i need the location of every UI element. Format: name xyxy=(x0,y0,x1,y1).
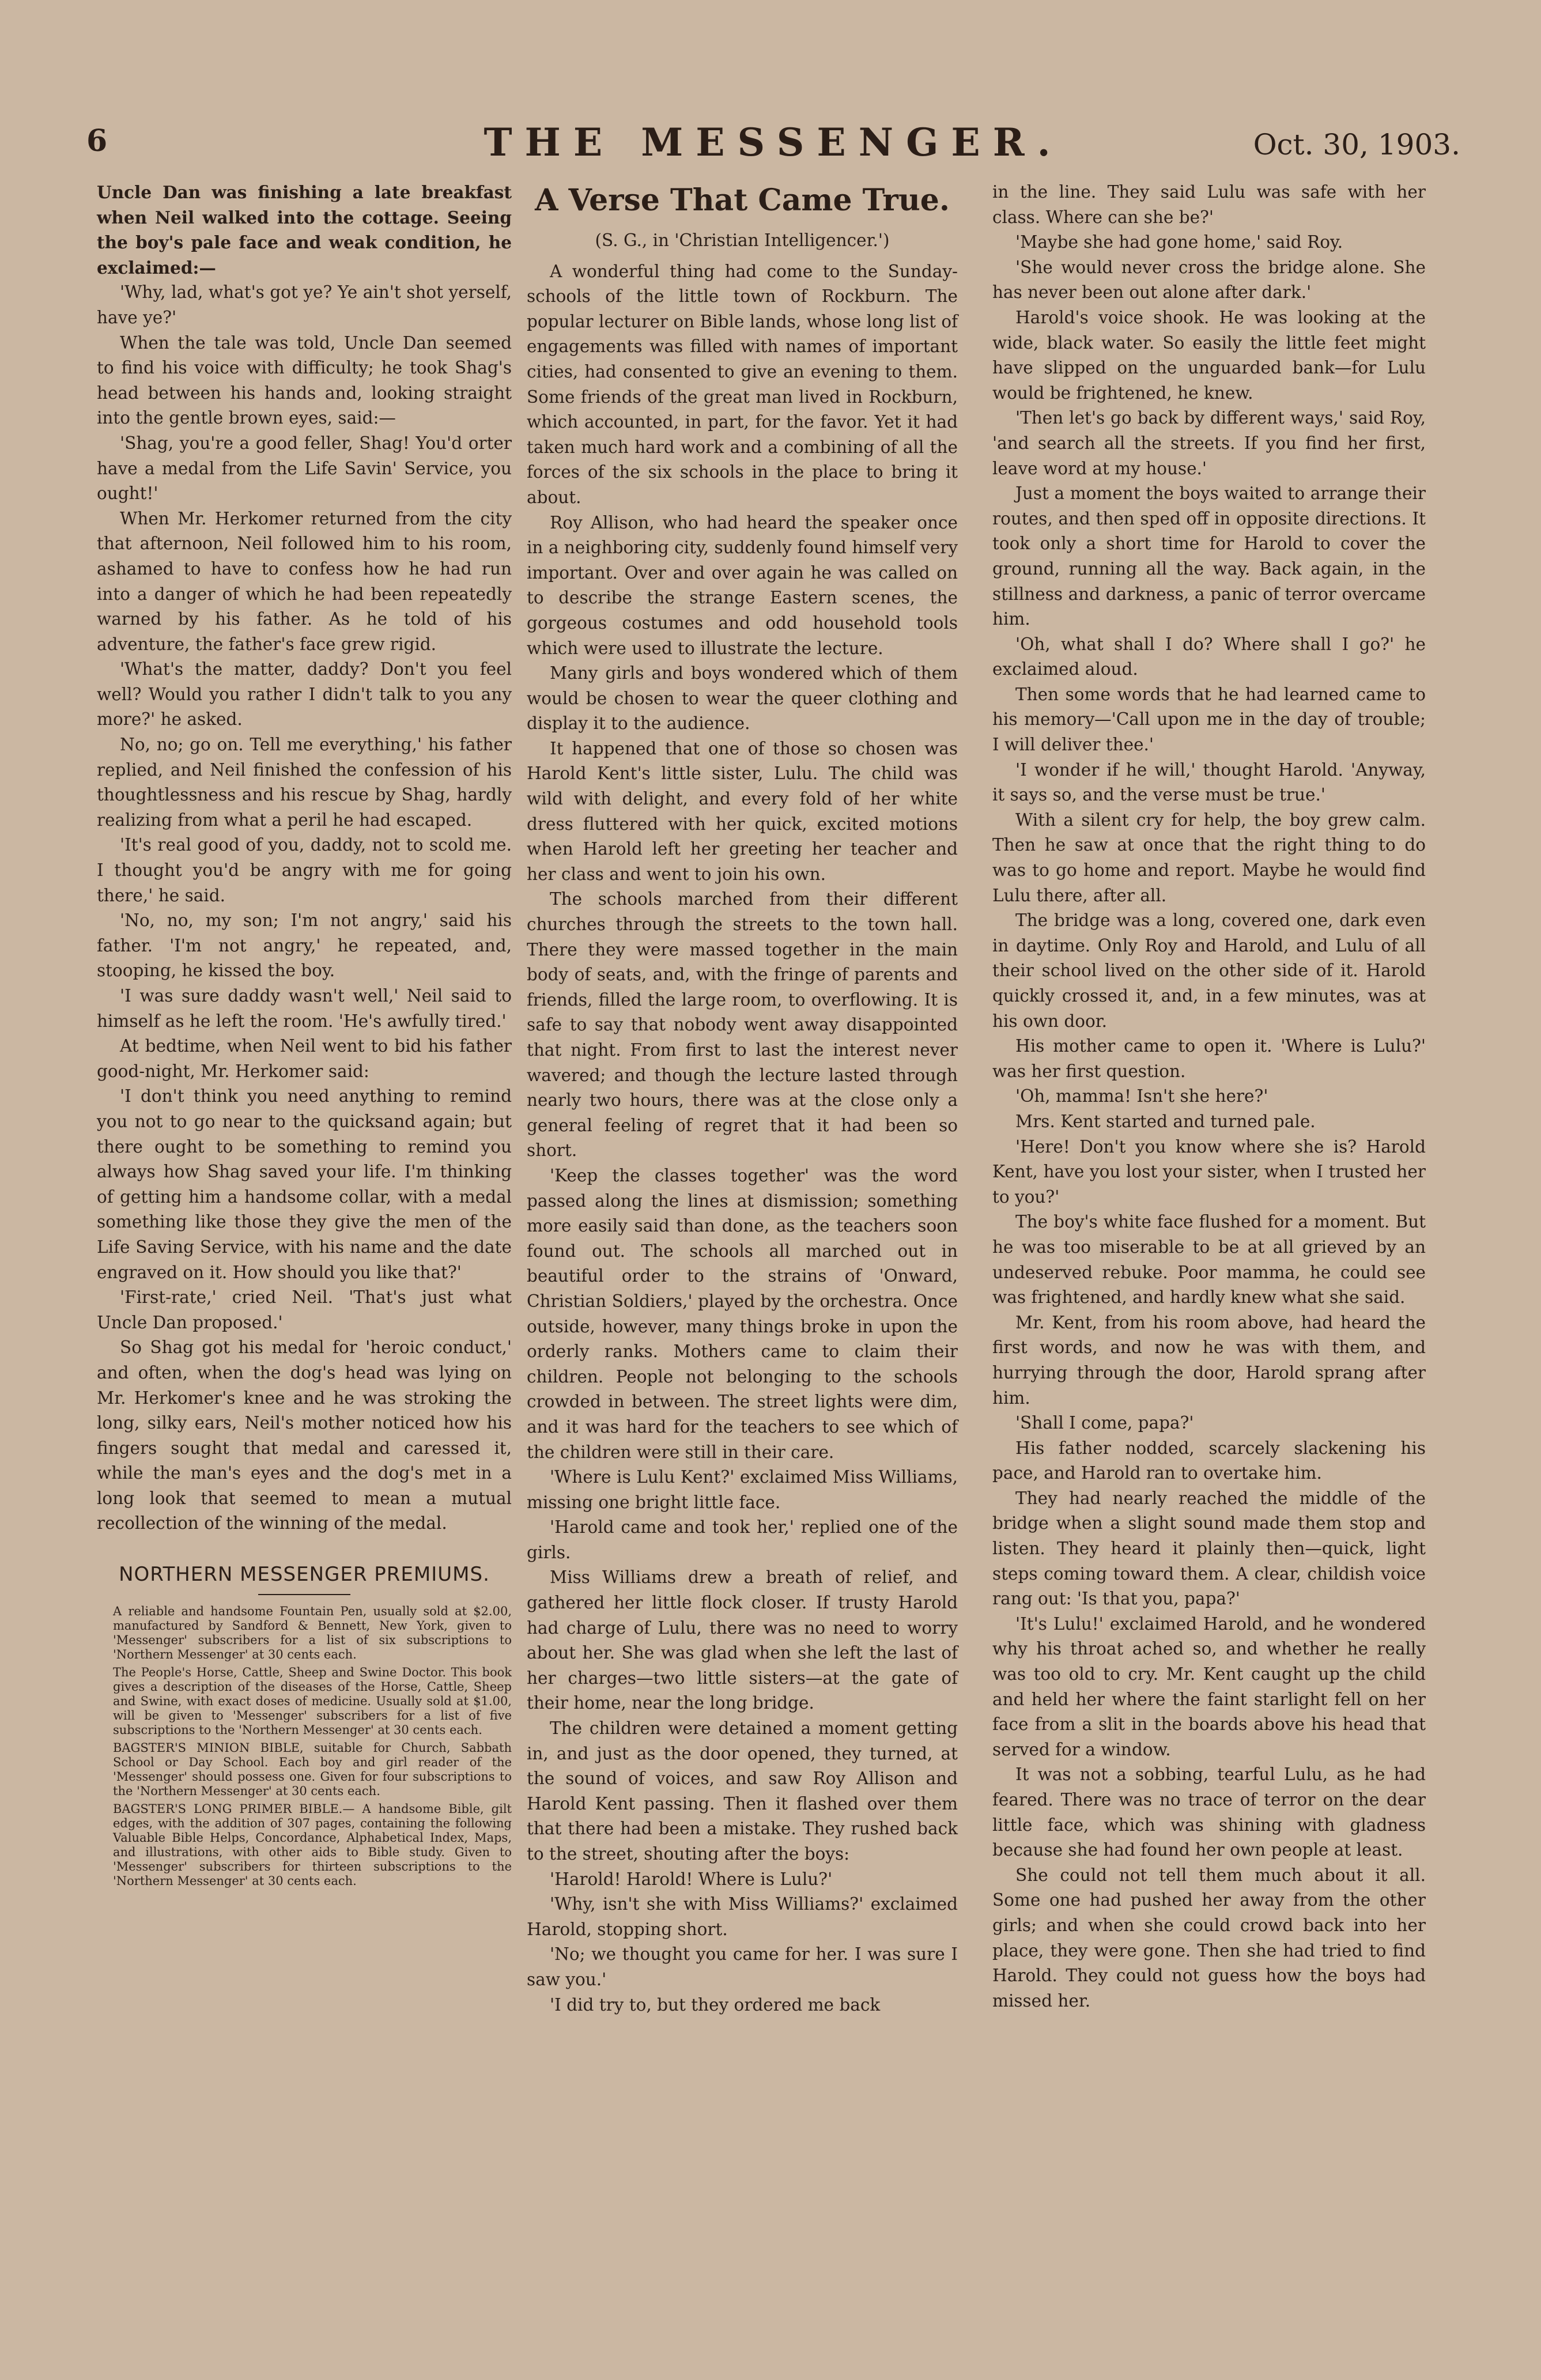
paragraph: The children were detained a moment getting in, and just as the door opened, they turned, at the sound of voices, and saw Roy Allison and Harold Kent passing. Then it flashed over them that there had been a mistake. They rushed back to the street, shouting after the boys: xyxy=(527,1718,958,1864)
paragraph: 'It's Lulu!' exclaimed Harold, and he wondered why his throat ached so, and whether he really was too old to cry. Mr. Kent caught up the child and held her where the faint starlight fell on her face from a slit in the boards above his head that served for a window. xyxy=(992,1614,1426,1759)
paragraph: 'It's real good of you, daddy, not to scold me. I thought you'd be angry with me for going there,' he said. xyxy=(97,835,512,905)
paragraph: 'Keep the classes together' was the word passed along the lines at dismission; something more easily said than done, as the teachers soon found out. The schools all marched out in beautiful order to the strains of 'Onward, Christian Soldiers,' played by the orchestra. Once outside, however, many things broke in upon the orderly ranks. Mothers came to claim their children. People not belonging to the schools crowded in between. The street lights were dim, and it was hard for the teachers to see which of the children were still in their care. xyxy=(527,1165,958,1462)
premium-item: BAGSTER'S LONG PRIMER BIBLE.— A handsome Bible, gilt edges, with the addition of 307 pages, containing the following Valuable Bible Helps, Concordance, Alphabetical Index, Maps, and illustrations, with other aids to Bible study. Given to 'Messenger' subscribers for thirteen subscriptions to the 'Northern Messenger' at 30 cents each. xyxy=(113,1802,512,1888)
paragraph: 'I wonder if he will,' thought Harold. 'Anyway, it says so, and the verse must be true.' xyxy=(992,760,1426,805)
paragraph: 'Why, isn't she with Miss Williams?' exclaimed Harold, stopping short. xyxy=(527,1894,958,1939)
masthead: THE MESSENGER. xyxy=(484,120,1063,165)
paragraph: 'Where is Lulu Kent?' exclaimed Miss Williams, missing one bright little face. xyxy=(527,1467,958,1512)
paragraph: 'No, no, my son; I'm not angry,' said his father. 'I'm not angry,' he repeated, and, stooping, he kissed the boy. xyxy=(97,911,512,981)
paragraph: At bedtime, when Neil went to bid his father good-night, Mr. Herkomer said: xyxy=(97,1036,512,1081)
paragraph: 'No; we thought you came for her. I was sure I saw you.' xyxy=(527,1944,958,1989)
paragraph: The bridge was a long, covered one, dark even in daytime. Only Roy and Harold, and Lulu of all their school lived on the other side of it. Harold quickly crossed it, and, in a few minutes, was at his own door. xyxy=(992,911,1426,1031)
paragraph: With a silent cry for help, the boy grew calm. Then he saw at once that the right thing to do was to go home and report. Maybe he would find Lulu there, after all. xyxy=(992,810,1426,905)
paragraph: 'I did try to, but they ordered me back xyxy=(550,1994,881,2015)
paragraph: When Mr. Herkomer returned from the city that afternoon, Neil followed him to his room, ashamed to have to confess how he had run into a danger of which he had been repeatedly warned by his father. As he told of his adventure, the father's face grew rigid. xyxy=(97,508,512,654)
story-title: A Verse That Came True. xyxy=(535,183,950,218)
paragraph: 'Oh, what shall I do? Where shall I go?' he exclaimed aloud. xyxy=(992,634,1426,679)
paragraph: It happened that one of those so chosen was Harold Kent's little sister, Lulu. The child was wild with delight, and every fold of her white dress fluttered with her quick, excited motions when Harold left her greeting her teacher and her class and went to join his own. xyxy=(527,738,958,884)
issue-date: Oct. 30, 1903. xyxy=(1253,128,1460,161)
paragraph: 'First-rate,' cried Neil. 'That's just what Uncle Dan proposed.' xyxy=(97,1287,512,1332)
story-continuation xyxy=(97,180,512,1536)
divider xyxy=(258,1594,350,1595)
paragraph: Just a moment the boys waited to arrange their routes, and then sped off in opposite directions. It took only a short time for Harold to cover the ground, running all the way. Back again, in the stillness and darkness, a panic of terror overcame him. xyxy=(992,483,1426,629)
paragraph: 'Shag, you're a good feller, Shag! You'd orter have a medal from the Life Savin' Service, you ought!' xyxy=(97,433,512,504)
paragraph: A wonderful thing had come to the Sunday-schools of the little town of Rockburn. The popular lecturer on Bible lands, whose long list of engagements was filled with names of important cities, had consented to give an evening to them. Some friends of the great man lived in Rockburn, which accounted, in part, for the favor. Yet it had taken much hard work and a combining of all the forces of the six schools in the place to bring it about. xyxy=(527,261,958,507)
paragraph: Mrs. Kent started and turned pale. xyxy=(1015,1111,1316,1131)
paragraph: It was not a sobbing, tearful Lulu, as he had feared. There was no trace of terror on the dear little face, which was shining with gladness because she had found her own people at least. xyxy=(992,1765,1426,1860)
column-2 xyxy=(527,180,958,2018)
paragraph: 'I was sure daddy wasn't well,' Neil said to himself as he left the room. 'He's awfully tired.' xyxy=(97,986,512,1031)
paragraph: 'Then let's go back by different ways,' said Roy, 'and search all the streets. If you find her first, leave word at my house.' xyxy=(992,408,1426,478)
paragraph: Then some words that he had learned came to his memory—'Call upon me in the day of trouble; I will deliver thee.' xyxy=(992,684,1426,755)
paragraph: The schools marched from their different churches through the streets to the town hall. There they were massed together in the main body of seats, and, with the fringe of parents and friends, filled the large room, to overflowing. It is safe to say that nobody went away disappointed that night. From first to last the interest never wavered; and though the lecture lasted through nearly two hours, there was at the close only a general feeling of regret that it had been so short. xyxy=(527,889,958,1161)
byline: (S. G., in 'Christian Intelligencer.') xyxy=(595,231,890,250)
paragraph: 'Harold! Harold! Where is Lulu?' xyxy=(550,1869,833,1889)
paragraph: 'Here! Don't you know where she is? Harold Kent, have you lost your sister, when I trusted her to you?' xyxy=(992,1136,1426,1207)
page-number: 6 xyxy=(86,123,108,158)
paragraph: 'Why, lad, what's got ye? Ye ain't shot yerself, have ye?' xyxy=(97,282,512,327)
paragraph: 'Shall I come, papa?' xyxy=(1015,1413,1194,1433)
column-1 xyxy=(97,180,512,1892)
paragraph: His mother came to open it. 'Where is Lulu?' was her first question. xyxy=(992,1036,1426,1081)
paragraph: So Shag got his medal for 'heroic conduct,' and often, when the dog's head was lying on Mr. Herkomer's knee and he was stroking the long, silky ears, Neil's mother noticed how his fingers sought that medal and caressed it, while the man's eyes and the dog's met in a long look that seemed to mean a mutual recollection of the winning of the medal. xyxy=(97,1338,512,1533)
paragraph: His father nodded, scarcely slackening his pace, and Harold ran to overtake him. xyxy=(992,1438,1426,1483)
paragraph: Roy Allison, who had heard the speaker once in a neighboring city, suddenly found himself very important. Over and over again he was called on to describe the strange Eastern scenes, the gorgeous costumes and odd household tools which were used to illustrate the lecture. xyxy=(527,512,958,658)
paragraph: Uncle Dan was finishing a late breakfast when Neil walked into the cottage. Seeing the boy's pale face and weak condition, he exclaimed:— xyxy=(97,182,512,278)
premium-item: The People's Horse, Cattle, Sheep and Swine Doctor. This book gives a description of the diseases of the Horse, Cattle, Sheep and Swine, with exact doses of medicine. Usually sold at $1.00, will be given to 'Messenger' subscribers for a list of five subscriptions to the 'Northern Messenger' at 30 cents each. xyxy=(113,1665,512,1737)
premium-item: A reliable and handsome Fountain Pen, usually sold at $2.00, manufactured by Sandford & Bennett, New York, given to 'Messenger' subscribers for a list of six subscriptions to 'Northern Messenger' at 30 cents each. xyxy=(113,1604,512,1662)
paragraph: No, no; go on. Tell me everything,' his father replied, and Neil finished the confession of his thoughtlessness and his rescue by Shag, hardly realizing from what a peril he had escaped. xyxy=(97,735,512,830)
paragraph: in the line. They said Lulu was safe with her class. Where can she be?' xyxy=(992,182,1426,227)
premiums-heading: NORTHERN MESSENGER PREMIUMS. xyxy=(119,1563,490,1586)
paragraph: Many girls and boys wondered which of them would be chosen to wear the queer clothing and display it to the audience. xyxy=(527,663,958,734)
paragraph: When the tale was told, Uncle Dan seemed to find his voice with difficulty; he took Shag's head between his hands and, looking straight into the gentle brown eyes, said:— xyxy=(97,333,512,428)
paragraph: 'What's the matter, daddy? Don't you feel well? Would you rather I didn't talk to you any more?' he asked. xyxy=(97,659,512,730)
paragraph: 'Harold came and took her,' replied one of the girls. xyxy=(527,1517,958,1562)
paragraph: They had nearly reached the middle of the bridge when a slight sound made them stop and listen. They heard it plainly then—quick, light steps coming toward them. A clear, childish voice rang out: 'Is that you, papa?' xyxy=(992,1488,1426,1609)
column-3 xyxy=(992,180,1426,2013)
paragraph: 'Maybe she had gone home,' said Roy. xyxy=(1015,232,1343,252)
paragraph: 'She would never cross the bridge alone. She has never been out alone after dark.' xyxy=(992,257,1426,303)
paragraph: 'I don't think you need anything to remind you not to go near to the quicksand again; but there ought to be something to remind you always how Shag saved your life. I'm thinking of getting him a handsome collar, with a medal something like those they give the men of the Life Saving Service, with his name and the date engraved on it. How should you like that?' xyxy=(97,1086,512,1282)
paragraph: 'Oh, mamma! Isn't she here?' xyxy=(1015,1086,1268,1106)
paragraph: She could not tell them much about it all. Some one had pushed her away from the other girls; and when she could crowd back into her place, they were gone. Then she had tried to find Harold. They could not guess how the boys had missed her. xyxy=(992,1865,1426,2011)
paragraph: The boy's white face flushed for a moment. But he was too miserable to be at all grieved by an undeserved rebuke. Poor mamma, he could see was frightened, and hardly knew what she said. xyxy=(992,1212,1426,1308)
paragraph: Mr. Kent, from his room above, had heard the first words, and now he was with them, and hurrying through the door, Harold sprang after him. xyxy=(992,1312,1426,1408)
paragraph: Miss Williams drew a breath of relief, and gathered her little flock closer. If trusty Harold had charge of Lulu, there was no need to worry about her. She was glad when she left the last of her charges—two little sisters—at the gate of their home, near the long bridge. xyxy=(527,1567,958,1713)
page-header xyxy=(86,120,1460,172)
premium-item: BAGSTER'S MINION BIBLE, suitable for Church, Sabbath School or Day School. Each boy and girl reader of the 'Messenger' should possess one. Given for four subscriptions to the 'Northern Messenger' at 30 cents each. xyxy=(113,1741,512,1799)
paragraph: Harold's voice shook. He was looking at the wide, black water. So easily the little feet might have slipped on the unguarded bank—for Lulu would be frightened, he knew. xyxy=(992,307,1426,403)
